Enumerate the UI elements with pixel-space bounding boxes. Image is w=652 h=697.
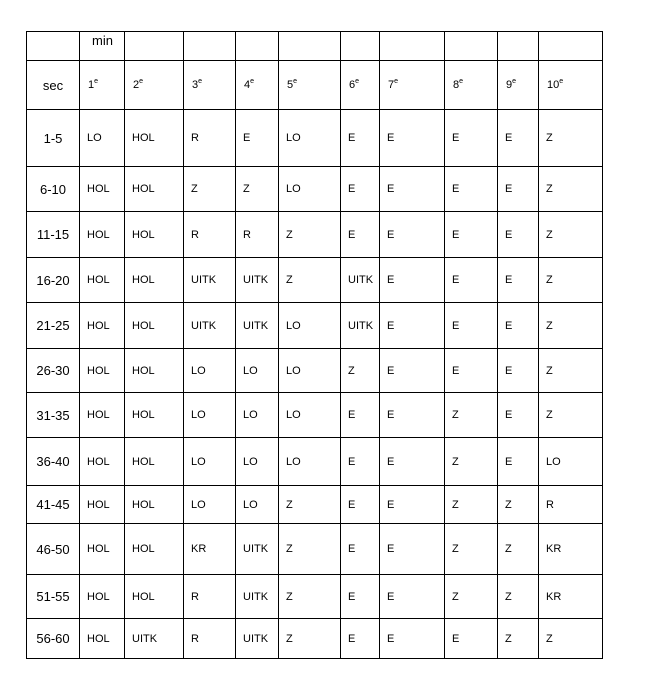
table-cell: LO [279,438,341,486]
table-cell: Z [498,619,539,659]
table-cell: UITK [184,303,236,349]
table-cell: E [380,438,445,486]
table-cell: HOL [125,167,184,212]
table-cell: Z [279,486,341,524]
table-cell: LO [236,486,279,524]
table-cell: LO [184,438,236,486]
table-cell: R [236,212,279,258]
table-cell: E [445,167,498,212]
table-cell: HOL [80,438,125,486]
table-cell: E [236,110,279,167]
table-cell: HOL [125,524,184,575]
table-cell: KR [539,524,603,575]
table-cell: Z [539,349,603,393]
column-header [539,61,603,110]
table-cell: HOL [125,486,184,524]
table-cell: LO [279,393,341,438]
table-cell: UITK [236,524,279,575]
table-cell: E [341,212,380,258]
header-top-blank [380,32,445,61]
table-cell: E [341,438,380,486]
table-cell: E [380,486,445,524]
table-cell: E [498,110,539,167]
column-ordinal-suffix: e [559,78,564,85]
table-cell: Z [445,575,498,619]
column-number: 1 [88,79,95,91]
table-cell: HOL [80,619,125,659]
table-cell: HOL [125,575,184,619]
column-number: 4 [244,79,251,91]
corner-cell [27,32,80,61]
sec-range: 26-30 [27,349,80,393]
column-header [279,61,341,110]
table-cell: Z [539,258,603,303]
sec-label: sec [27,61,80,110]
table-cell: E [341,167,380,212]
column-header [380,61,445,110]
table-cell: Z [539,212,603,258]
table-cell: E [380,212,445,258]
table-cell: LO [539,438,603,486]
table-cell: LO [184,349,236,393]
table-cell: E [498,212,539,258]
header-top-blank [341,32,380,61]
table-cell: E [380,110,445,167]
table-cell: HOL [80,524,125,575]
table-cell: Z [498,486,539,524]
column-ordinal-suffix: e [394,78,399,85]
column-ordinal-suffix: e [250,78,255,85]
table-cell: HOL [80,258,125,303]
table-cell: E [380,258,445,303]
header-top-blank [236,32,279,61]
table-cell: HOL [125,212,184,258]
table-cell: UITK [341,303,380,349]
table-cell: Z [539,393,603,438]
table-cell: E [445,110,498,167]
column-number: 3 [192,79,199,91]
table-cell: UITK [236,258,279,303]
table-cell: E [445,349,498,393]
column-ordinal-suffix: e [198,78,203,85]
table-cell: E [341,619,380,659]
sec-range: 31-35 [27,393,80,438]
column-header [341,61,380,110]
table-cell: E [341,110,380,167]
table-cell: Z [539,110,603,167]
table-cell: R [184,575,236,619]
table-row [27,438,603,486]
column-header [236,61,279,110]
table-cell: HOL [125,349,184,393]
table-cell: Z [445,524,498,575]
table-cell: Z [279,619,341,659]
table-cell: Z [341,349,380,393]
table-row [27,303,603,349]
table-cell: E [445,619,498,659]
table-cell: LO [80,110,125,167]
sec-range: 16-20 [27,258,80,303]
column-header-row [27,61,603,110]
table-cell: UITK [184,258,236,303]
sec-range: 11-15 [27,212,80,258]
table-cell: Z [236,167,279,212]
header-top-blank [279,32,341,61]
sec-range: 46-50 [27,524,80,575]
table-row [27,212,603,258]
min-label: min [80,32,125,61]
table-cell: KR [539,575,603,619]
table-cell: E [498,258,539,303]
table-cell: HOL [80,212,125,258]
table-row [27,524,603,575]
table-cell: Z [184,167,236,212]
header-top-blank [184,32,236,61]
table-cell: E [498,438,539,486]
table-cell: E [341,393,380,438]
table-cell: Z [279,575,341,619]
table-cell: HOL [125,438,184,486]
table-cell: UITK [125,619,184,659]
table-row [27,349,603,393]
table-cell: HOL [125,393,184,438]
table-cell: R [184,619,236,659]
table-cell: Z [445,438,498,486]
sec-range: 36-40 [27,438,80,486]
column-number: 5 [287,79,294,91]
table-cell: LO [184,486,236,524]
column-number: 8 [453,79,460,91]
sec-range: 41-45 [27,486,80,524]
table-cell: E [380,303,445,349]
table-cell: HOL [80,303,125,349]
table-cell: Z [539,619,603,659]
table-cell: E [341,575,380,619]
table-cell: LO [236,349,279,393]
table-row [27,575,603,619]
table-cell: HOL [80,486,125,524]
table-row [27,110,603,167]
table-cell: E [380,524,445,575]
column-header [184,61,236,110]
sec-range: 1-5 [27,110,80,167]
table-cell: E [341,486,380,524]
header-top-blank [125,32,184,61]
observation-table [26,31,603,659]
table-cell: LO [279,167,341,212]
column-header [498,61,539,110]
table-cell: HOL [80,575,125,619]
table-cell: Z [445,393,498,438]
column-number: 2 [133,79,140,91]
table-cell: E [498,167,539,212]
table-cell: LO [279,110,341,167]
table-cell: UITK [236,619,279,659]
column-header [125,61,184,110]
table-cell: HOL [125,110,184,167]
column-ordinal-suffix: e [512,78,517,85]
header-top-row [27,32,603,61]
table-cell: LO [236,438,279,486]
column-number: 6 [349,79,356,91]
table-cell: HOL [125,258,184,303]
table-cell: E [380,619,445,659]
table-cell: KR [184,524,236,575]
table-cell: E [380,575,445,619]
table-cell: Z [279,258,341,303]
column-number: 9 [506,79,513,91]
table-cell: E [445,258,498,303]
sec-range: 6-10 [27,167,80,212]
column-header [80,61,125,110]
header-top-blank [445,32,498,61]
column-number: 10 [547,79,560,91]
table-row [27,167,603,212]
table-cell: Z [498,524,539,575]
column-ordinal-suffix: e [293,78,298,85]
table-cell: LO [184,393,236,438]
table-row [27,258,603,303]
table-cell: E [380,349,445,393]
table-cell: E [341,524,380,575]
table-cell: HOL [125,303,184,349]
column-ordinal-suffix: e [94,78,99,85]
header-top-blank [498,32,539,61]
table-cell: Z [539,167,603,212]
sec-range: 21-25 [27,303,80,349]
table-cell: UITK [236,575,279,619]
column-header [445,61,498,110]
table-cell: R [184,110,236,167]
table-row [27,486,603,524]
table-cell: E [498,303,539,349]
table-cell: LO [279,303,341,349]
table-cell: E [380,393,445,438]
sec-range: 56-60 [27,619,80,659]
table-cell: UITK [236,303,279,349]
column-number: 7 [388,79,395,91]
table-row [27,619,603,659]
table-cell: Z [279,524,341,575]
table-cell: E [498,393,539,438]
table-row [27,393,603,438]
table-cell: LO [279,349,341,393]
table-cell: HOL [80,167,125,212]
table-cell: R [539,486,603,524]
table-cell: HOL [80,349,125,393]
sec-range: 51-55 [27,575,80,619]
table-cell: Z [445,486,498,524]
table-cell: Z [498,575,539,619]
table-cell: E [445,303,498,349]
column-ordinal-suffix: e [355,78,360,85]
table-cell: E [498,349,539,393]
table-cell: R [184,212,236,258]
column-ordinal-suffix: e [459,78,464,85]
table-cell: E [445,212,498,258]
table-cell: UITK [341,258,380,303]
header-top-blank [539,32,603,61]
table-cell: Z [539,303,603,349]
table-cell: Z [279,212,341,258]
column-ordinal-suffix: e [139,78,144,85]
table-cell: E [380,167,445,212]
table-cell: HOL [80,393,125,438]
table-cell: LO [236,393,279,438]
